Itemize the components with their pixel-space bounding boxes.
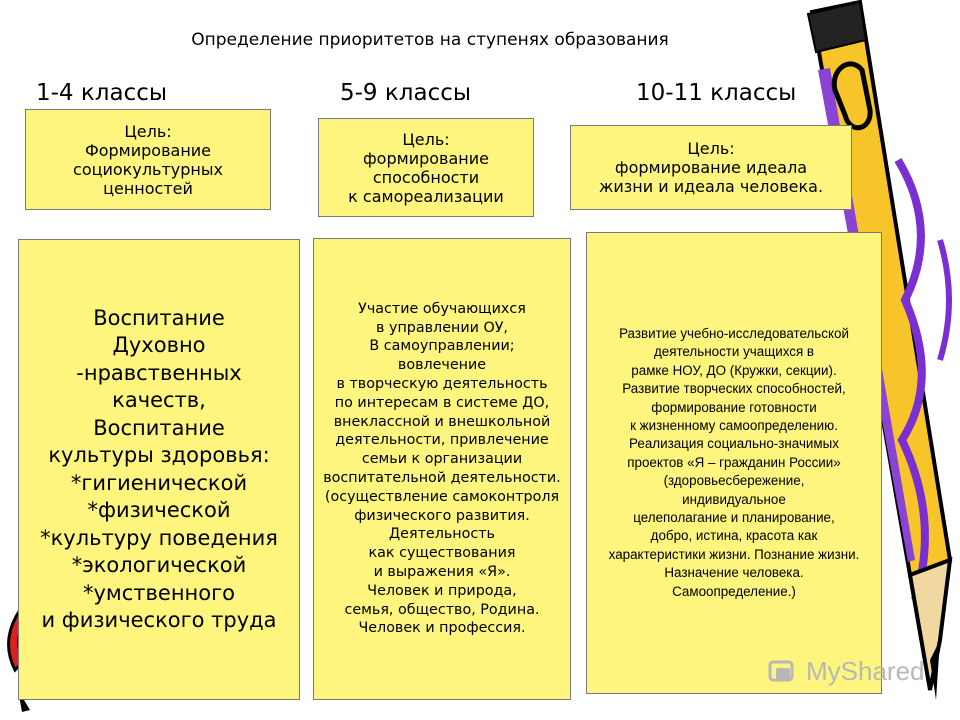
content-line: *физической xyxy=(87,498,231,522)
content-line: в управлении ОУ, xyxy=(376,319,508,336)
content-line: по интересам в системе ДО, xyxy=(334,394,550,411)
goal-line: жизни и идеала человека. xyxy=(598,177,824,196)
content-line: Человек и природа, xyxy=(367,582,517,599)
content-line: В самоуправлении; xyxy=(369,338,515,355)
content-line: семья, общество, Родина. xyxy=(344,601,540,618)
content-line: вовлечение xyxy=(397,357,487,374)
content-line: *умственного xyxy=(82,580,236,605)
goal-line: формирование идеала xyxy=(614,158,808,177)
content-line: *экологической xyxy=(71,553,247,577)
content-box-5-9 xyxy=(313,238,571,700)
content-line: Развитие творческих способностей, xyxy=(622,381,846,397)
content-box-10-11 xyxy=(586,232,882,694)
content-line: характеристики жизни. Познание жизни. xyxy=(608,546,860,562)
content-line: (здоровьесбережение, xyxy=(663,473,805,489)
content-line: деятельности, привлечение xyxy=(335,432,549,449)
page-title: Определение приоритетов на ступенях образования xyxy=(191,30,669,50)
content-line: добро, истина, красота как xyxy=(650,528,818,544)
goal-box-5-9 xyxy=(318,118,534,217)
content-line: Назначение человека. xyxy=(664,565,804,581)
goal-line: социокультурных xyxy=(73,159,223,179)
goal-box-10-11 xyxy=(570,125,852,210)
content-line: семьи к организации xyxy=(361,451,523,468)
myshared-logo-icon xyxy=(768,660,804,690)
content-line: Самоопределение.) xyxy=(672,583,796,599)
content-line: деятельности учащихся в xyxy=(653,344,815,360)
content-line: Реализация социально-значимых xyxy=(629,436,839,452)
content-line: Деятельность xyxy=(389,526,495,543)
content-line: формирование готовности xyxy=(651,399,817,415)
content-line: рамке НОУ, ДО (Кружки, секции). xyxy=(631,362,837,378)
goal-box-1-4 xyxy=(25,109,271,210)
goal-line: ценностей xyxy=(103,178,193,198)
content-line: *гигиенической xyxy=(70,470,248,495)
content-box-1-4 xyxy=(18,239,300,700)
goal-line: Формирование xyxy=(84,140,212,160)
content-line: *культуру поведения xyxy=(40,525,278,550)
content-line: как существования xyxy=(368,545,516,562)
content-line: воспитательной деятельности. xyxy=(323,470,561,486)
grade-heading-1-4: 1-4 классы xyxy=(36,80,168,106)
goal-line: Цель: xyxy=(124,121,172,141)
grade-heading-5-9: 5-9 классы xyxy=(340,80,472,106)
content-line: к жизненному самоопределению. xyxy=(630,417,838,433)
content-line: Воспитание xyxy=(93,415,225,440)
content-line: физического развития. xyxy=(354,507,530,524)
content-line: индивидуальное xyxy=(682,491,786,507)
content-line: Человек и профессия. xyxy=(358,620,526,637)
content-line: внеклассной и внешкольной xyxy=(333,413,551,430)
watermark-text: MyShared xyxy=(806,656,925,686)
content-line: проектов «Я – гражданин России» xyxy=(627,454,841,470)
content-line: в творческую деятельность xyxy=(336,376,548,393)
content-line: Воспитание xyxy=(93,305,225,330)
goal-line: Цель: xyxy=(402,129,450,149)
content-line: Участие обучающихся xyxy=(358,300,526,317)
content-line: (осуществление самоконтроля xyxy=(324,488,560,505)
content-line: качеств, xyxy=(112,388,206,412)
content-line: Духовно xyxy=(112,333,206,357)
content-line: и выражения «Я». xyxy=(373,563,511,580)
content-line: культуры здоровья: xyxy=(48,443,270,467)
content-line: -нравственных xyxy=(76,360,242,385)
goal-line: к самореализации xyxy=(348,186,504,206)
content-line: и физического труда xyxy=(41,608,277,632)
goal-line: способности xyxy=(372,167,480,187)
content-line: целеполагание и планирование, xyxy=(633,510,835,526)
goal-line: Цель: xyxy=(687,139,735,158)
content-line: Развитие учебно-исследовательской xyxy=(619,325,849,341)
grade-heading-10-11: 10-11 классы xyxy=(636,80,797,106)
goal-line: формирование xyxy=(363,148,489,168)
